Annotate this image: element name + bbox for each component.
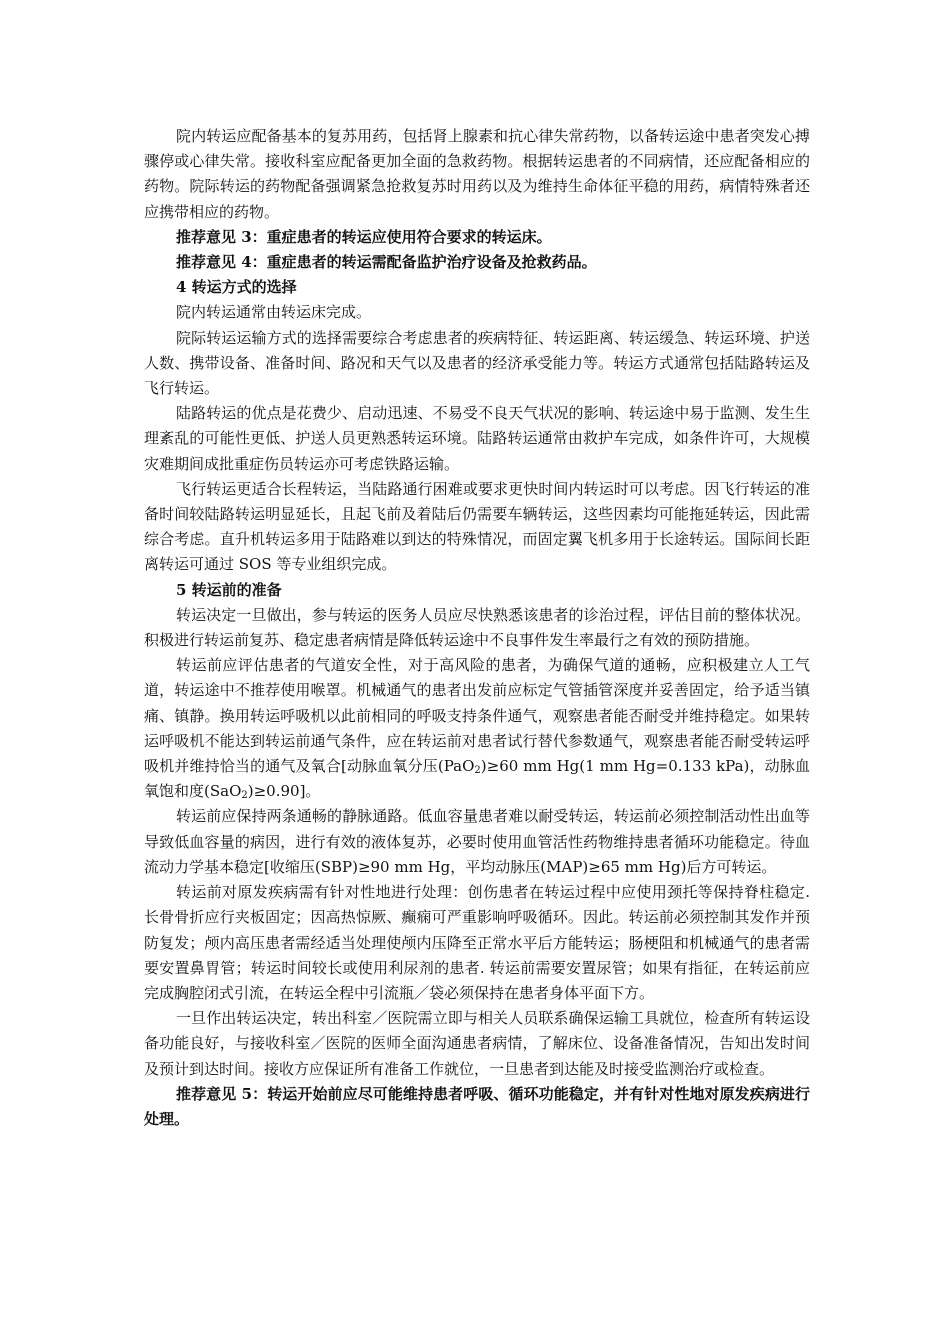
sao2-subscript: 2: [241, 790, 248, 802]
paragraph-inter-hospital: 院际转运运输方式的选择需要综合考虑患者的疾病特征、转运距离、转运缓急、转运环境、护送人数、携带设备、准备时间、路况和天气以及患者的经济承受能力等。转运方式通常包括陆路转运及飞行转运。: [144, 328, 810, 398]
paragraph-ground-transport: 陆路转运的优点是花费少、启动迅速、不易受不良天气状况的影响、转运途中易于监测、发生生理紊乱的可能性更低、护送人员更熟悉转运环境。陆路转运通常由救护车完成，如条件许可，大规模灾难期间成批重症伤员转运亦可考虑铁路运输。: [144, 404, 810, 473]
airway-text-3: )≥0.90]。: [247, 782, 321, 801]
recommendation-5: 推荐意见 5：转运开始前应尽可能维持患者呼吸、循环功能稳定，并有针对性地对原发疾病进行处理。: [144, 1084, 810, 1128]
paragraph-airway-assessment: [144, 653, 810, 804]
paragraph-air-transport: 飞行转运更适合长程转运，当陆路通行困难或要求更快时间内转运时可以考虑。因飞行转运的准备时间较陆路转运明显延长，且起飞前及着陆后仍需要车辆转运，这些因素均可能拖延转运，因此需综合考虑。直升机转运多用于陆路难以到达的特殊情况，而固定翼飞机多用于长途转运。国际间长距离转运可通过 SOS 等专业组织完成。: [144, 479, 810, 574]
paragraph-coordination: 一旦作出转运决定，转出科室／医院需立即与相关人员联系确保运输工具就位，检查所有转运设备功能良好，与接收科室／医院的医师全面沟通患者病情，了解床位、设备准备情况，告知出发时间及预计到达时间。接收方应保证所有准备工作就位，一旦患者到达能及时接受监测治疗或检查。: [144, 1009, 810, 1078]
paragraph-venous-access: 转运前应保持两条通畅的静脉通路。低血容量患者难以耐受转运，转运前必须控制活动性出血等导致低血容量的病因，进行有效的液体复苏，必要时使用血管活性药物维持患者循环功能稳定。待血流动力学基本稳定[收缩压(SBP)≥90 mm Hg，平均动脉压(MAP)≥65 mm Hg)后方可转运。: [144, 807, 810, 876]
paragraph-intra-hospital: 院内转运通常由转运床完成。: [176, 303, 372, 322]
document-body: [144, 124, 810, 1132]
pao2-subscript: 2: [474, 765, 481, 777]
paragraph-transport-decision: 转运决定一旦做出，参与转运的医务人员应尽快熟悉该患者的诊治过程，评估目前的整体状况。积极进行转运前复苏、稳定患者病情是降低转运途中不良事件发生率最行之有效的预防措施。: [144, 605, 810, 650]
recommendation-3: 推荐意见 3：重症患者的转运应使用符合要求的转运床。: [176, 227, 552, 246]
section-heading-5: 5 转运前的准备: [176, 580, 282, 599]
paragraph-primary-disease: 转运前对原发疾病需有针对性地进行处理：创伤患者在转运过程中应使用颈托等保持脊柱稳定. 长骨骨折应行夹板固定；因高热惊厥、癫痫可严重影响呼吸循环。因此。转运前必须控制其发作并预防复发；颅内高压患者需经适当处理使颅内压降至正常水平后方能转运；肠梗阻和机械通气的患者需要安置鼻胃管；转运时间较长或使用利尿剂的患者. 转运前需要安置尿管；如果有指征，在转运前应完成胸腔闭式引流，在转运全程中引流瓶／袋必须保持在患者身体平面下方。: [144, 883, 810, 1002]
recommendation-4: 推荐意见 4：重症患者的转运需配备监护治疗设备及抢救药品。: [176, 253, 597, 272]
airway-text-1: 转运前应评估患者的气道安全性，对于高风险的患者，为确保气道的通畅，应积极建立人工气道，转运途中不推荐使用喉罩。机械通气的患者出发前应标定气管插管深度并妥善固定，给予适当镇痛、镇静。换用转运呼吸机以此前相同的呼吸支持条件通气，观察患者能否耐受并维持稳定。如果转运呼吸机不能达到转运前通气条件，应在转运前对患者试行替代参数通气，观察患者能否耐受转运呼吸机并维持恰当的通气及氧合[动脉血氧分压(PaO: [144, 656, 810, 776]
airway-text-2: )≥60 mm Hg(1 mm Hg=0.133 kPa)，动脉血氧饱和度(SaO: [144, 757, 810, 801]
paragraph-transport-drugs: 院内转运应配备基本的复苏用药，包括肾上腺素和抗心律失常药物，以备转运途中患者突发心搏骤停或心律失常。接收科室应配备更加全面的急救药物。根据转运患者的不同病情，还应配备相应的药物。院际转运的药物配备强调紧急抢救复苏时用药以及为维持生命体征平稳的用药，病情特殊者还应携带相应的药物。: [144, 127, 810, 221]
section-heading-4: 4 转运方式的选择: [176, 278, 297, 297]
